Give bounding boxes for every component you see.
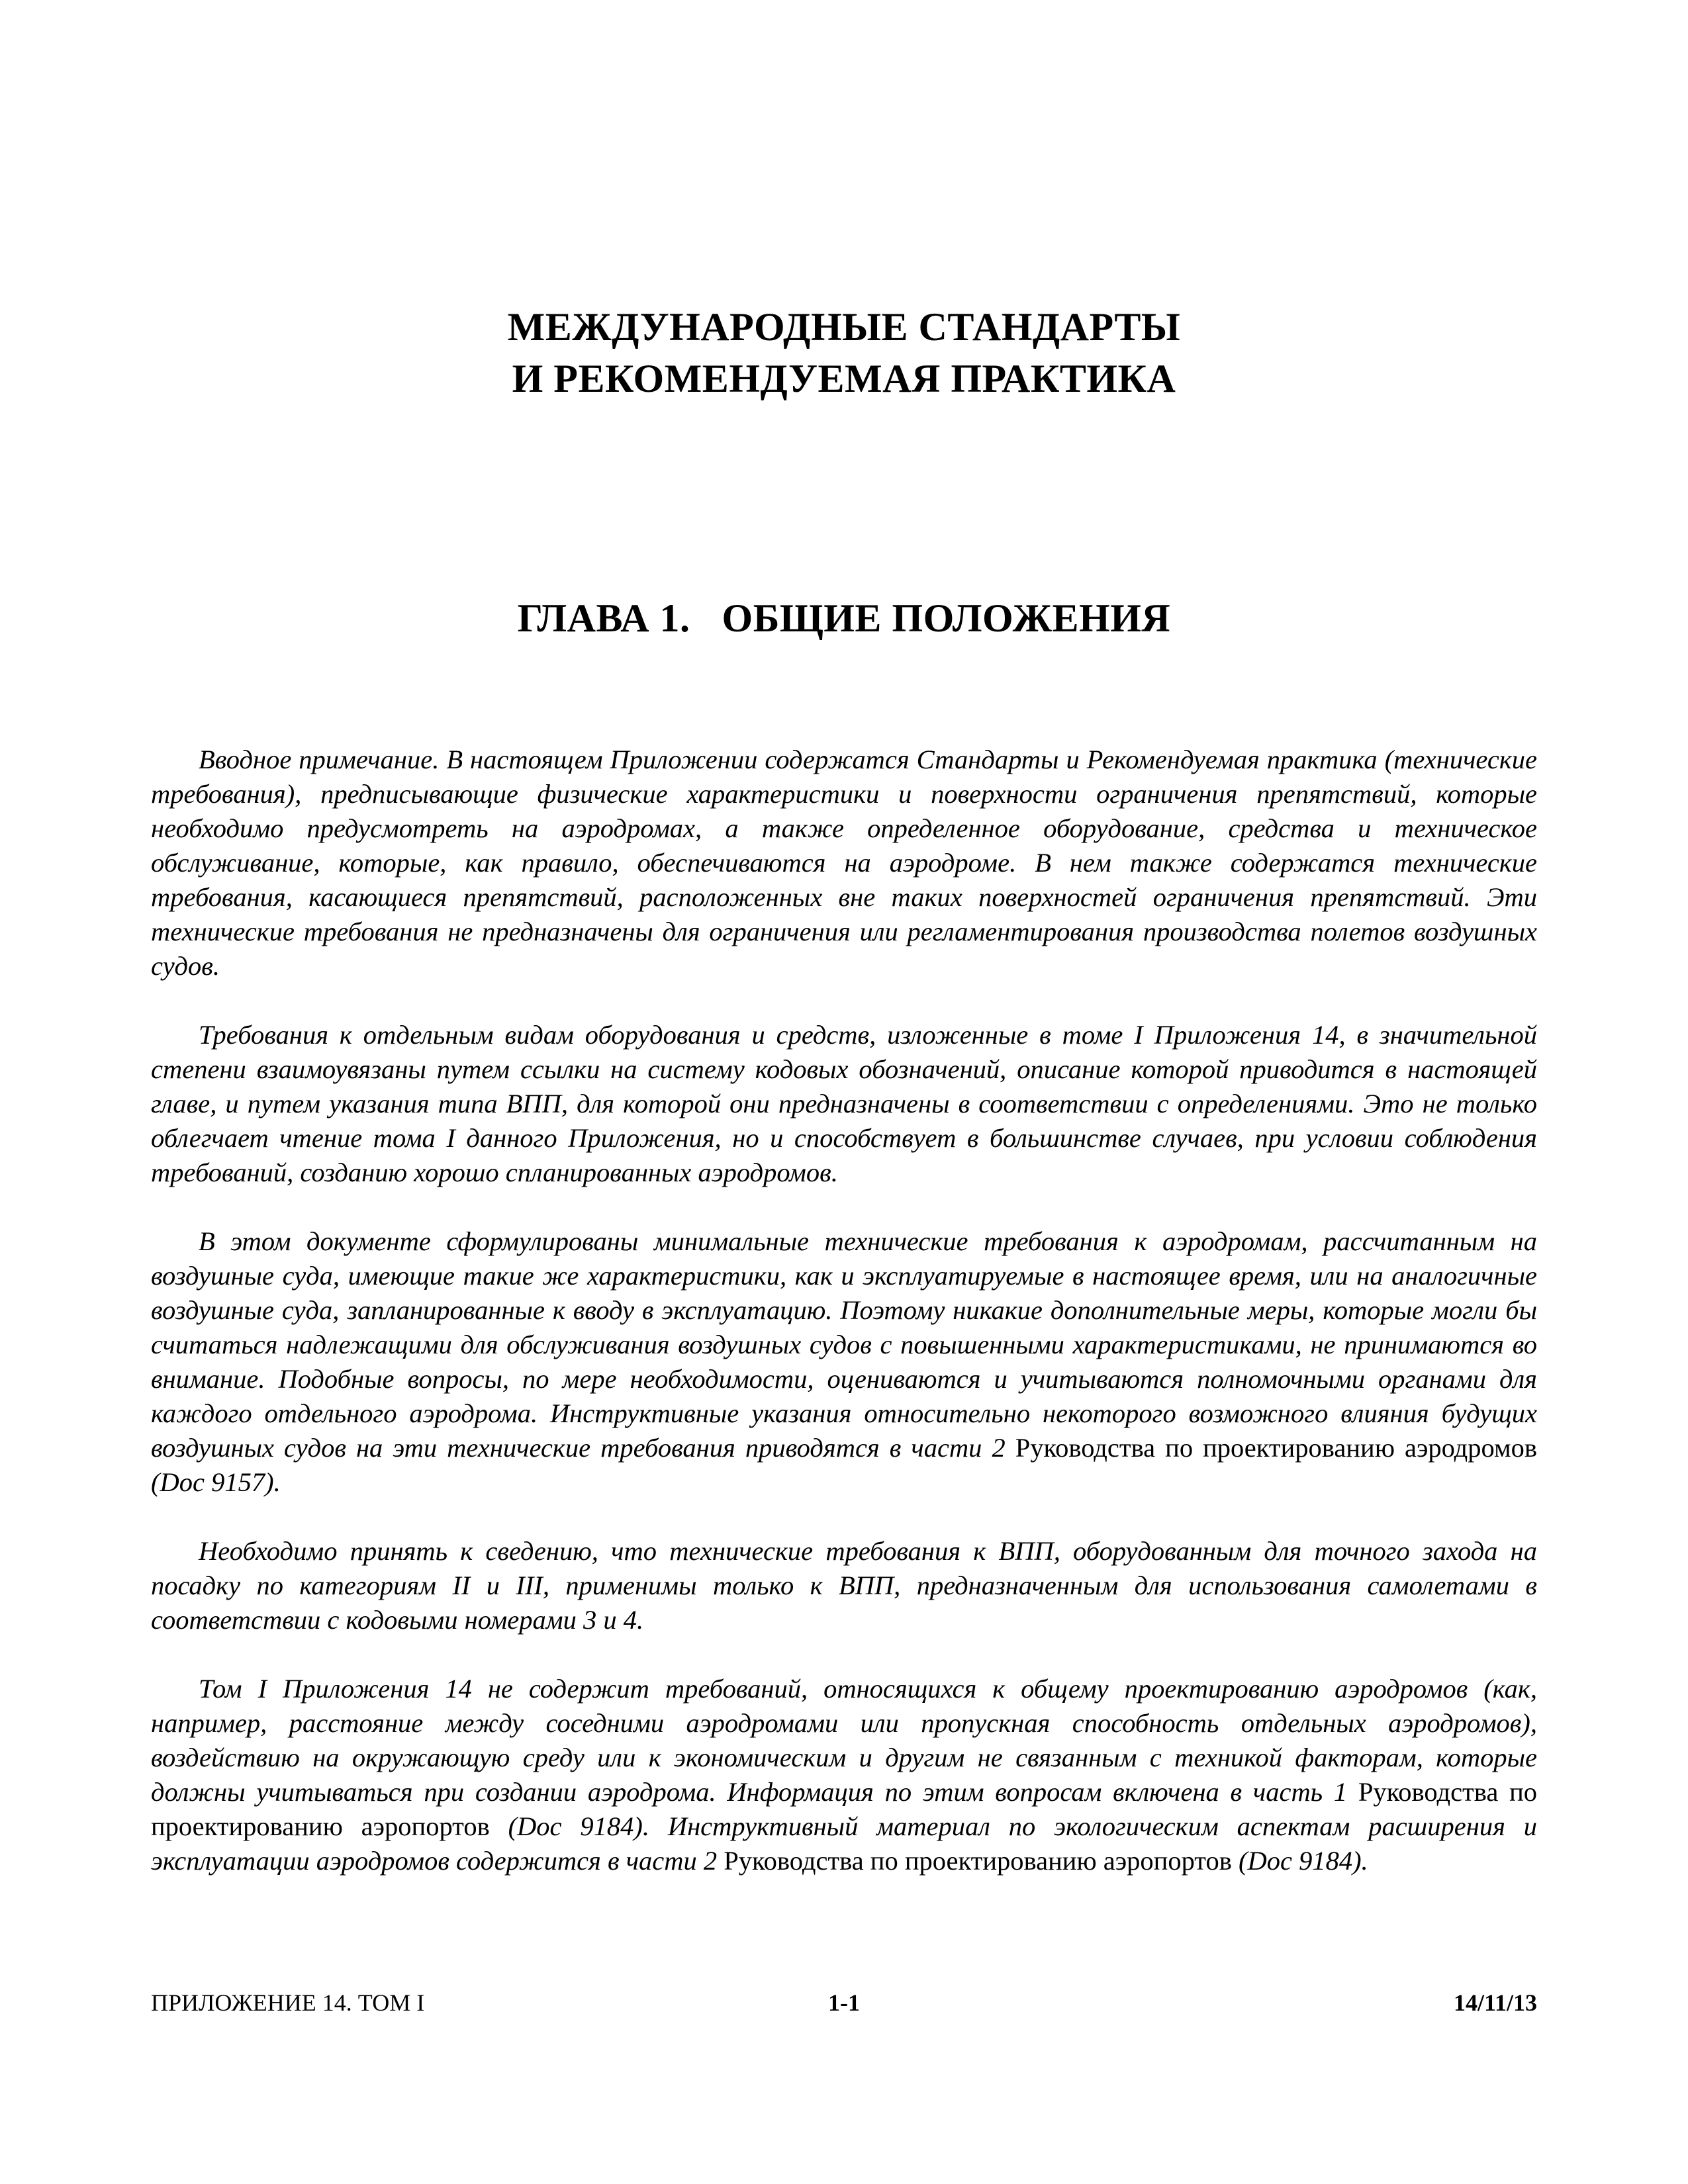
intro-paragraph-5 <box>151 1672 1537 1878</box>
intro-paragraph-3-doc: (Doc 9157). <box>151 1467 281 1497</box>
doc-reference-aerodrome-design-manual: Руководства по проектированию аэродромов <box>1015 1433 1538 1463</box>
doc-reference-airport-planning-manual-2: Руководства по проектированию аэропортов <box>724 1846 1232 1876</box>
intro-paragraph-2: Требования к отдельным видам оборудования и средств, изложенные в томе I Приложения 14, в значительной степени взаимоувязаны путем ссылки на систему кодовых обозначений, описание которой приводится в настоящей главе, и путем указания типа ВПП, для которой они предназначены в соответствии с определениями. Это не только облегчает чтение тома I данного Приложения, но и способствует в большинстве случаев, при условии соблюдения требований, созданию хорошо спланированных аэродромов. <box>151 1020 1537 1187</box>
intro-paragraph-4: Необходимо принять к сведению, что технические требования к ВПП, оборудованным для точного захода на посадку по категориям II и III, применимы только к ВПП, предназначенным для использования самолетами в соответствии с кодовыми номерами 3 и 4. <box>151 1536 1537 1635</box>
footer-date: 14/11/13 <box>1453 1989 1537 2016</box>
chapter-heading <box>0 592 1688 644</box>
footer-annex-label: ПРИЛОЖЕНИЕ 14. ТОМ I <box>151 1989 425 2016</box>
intro-paragraph-5-text-c: (Doc 9184). <box>1238 1846 1368 1876</box>
introductory-note <box>151 743 1537 1913</box>
intro-paragraph-5-text-a: Том I Приложения 14 не содержит требований, относящихся к общему проектированию аэродромов (как, например, расстояние между соседними аэродромами или пропускная способность отдельных аэродромов), воздействию на окружающую среду или к экономическим и другим не связанным с техникой факторам, которые должны учитываться при создании аэродрома. Информация по этим вопросам включена в часть 1 <box>151 1674 1537 1807</box>
main-title <box>0 301 1688 404</box>
intro-paragraph-3 <box>151 1224 1537 1500</box>
footer-page-number: 1-1 <box>828 1989 860 2016</box>
chapter-title: ОБЩИЕ ПОЛОЖЕНИЯ <box>722 596 1171 640</box>
intro-paragraph-1: Вводное примечание. В настоящем Приложении содержатся Стандарты и Рекомендуемая практика (технические требования), предписывающие физические характеристики и поверхности ограничения препятствий, которые необходимо предусмотреть на аэродромах, а также определенное оборудование, средства и техническое обслуживание, которые, как правило, обеспечиваются на аэродроме. В нем также содержатся технические требования, касающиеся препятствий, расположенных вне таких поверхностей ограничения препятствий. Эти технические требования не предназначены для ограничения или регламентирования производства полетов воздушных судов. <box>151 745 1537 981</box>
main-title-line-1: МЕЖДУНАРОДНЫЕ СТАНДАРТЫ <box>507 305 1181 349</box>
intro-paragraph-5-text-b: (Doc 9184). Инструктивный материал по экологическим аспектам расширения и эксплуатации аэродромов содержится в части 2 <box>151 1811 1537 1876</box>
doc-reference-airport-planning-manual-1: Руководства по проектированию аэропортов <box>151 1777 1538 1841</box>
chapter-number: ГЛАВА 1. <box>517 596 690 640</box>
intro-paragraph-3-text: В этом документе сформулированы минимальные технические требования к аэродромам, рассчитанным на воздушные суда, имеющие такие же характеристики, как и эксплуатируемые в настоящее время, или на аналогичные воздушные суда, запланированные к вводу в эксплуатацию. Поэтому никакие дополнительные меры, которые могли бы считаться надлежащими для обслуживания воздушных судов с повышенными характеристиками, не принимаются во внимание. Подобные вопросы, по мере необходимости, оцениваются и учитываются полномочными органами для каждого отдельного аэродрома. Инструктивные указания относительно некоторого возможного влияния будущих воздушных судов на эти технические требования приводятся в части 2 <box>151 1226 1537 1463</box>
main-title-line-2: И РЕКОМЕНДУЕМАЯ ПРАКТИКА <box>512 357 1176 400</box>
